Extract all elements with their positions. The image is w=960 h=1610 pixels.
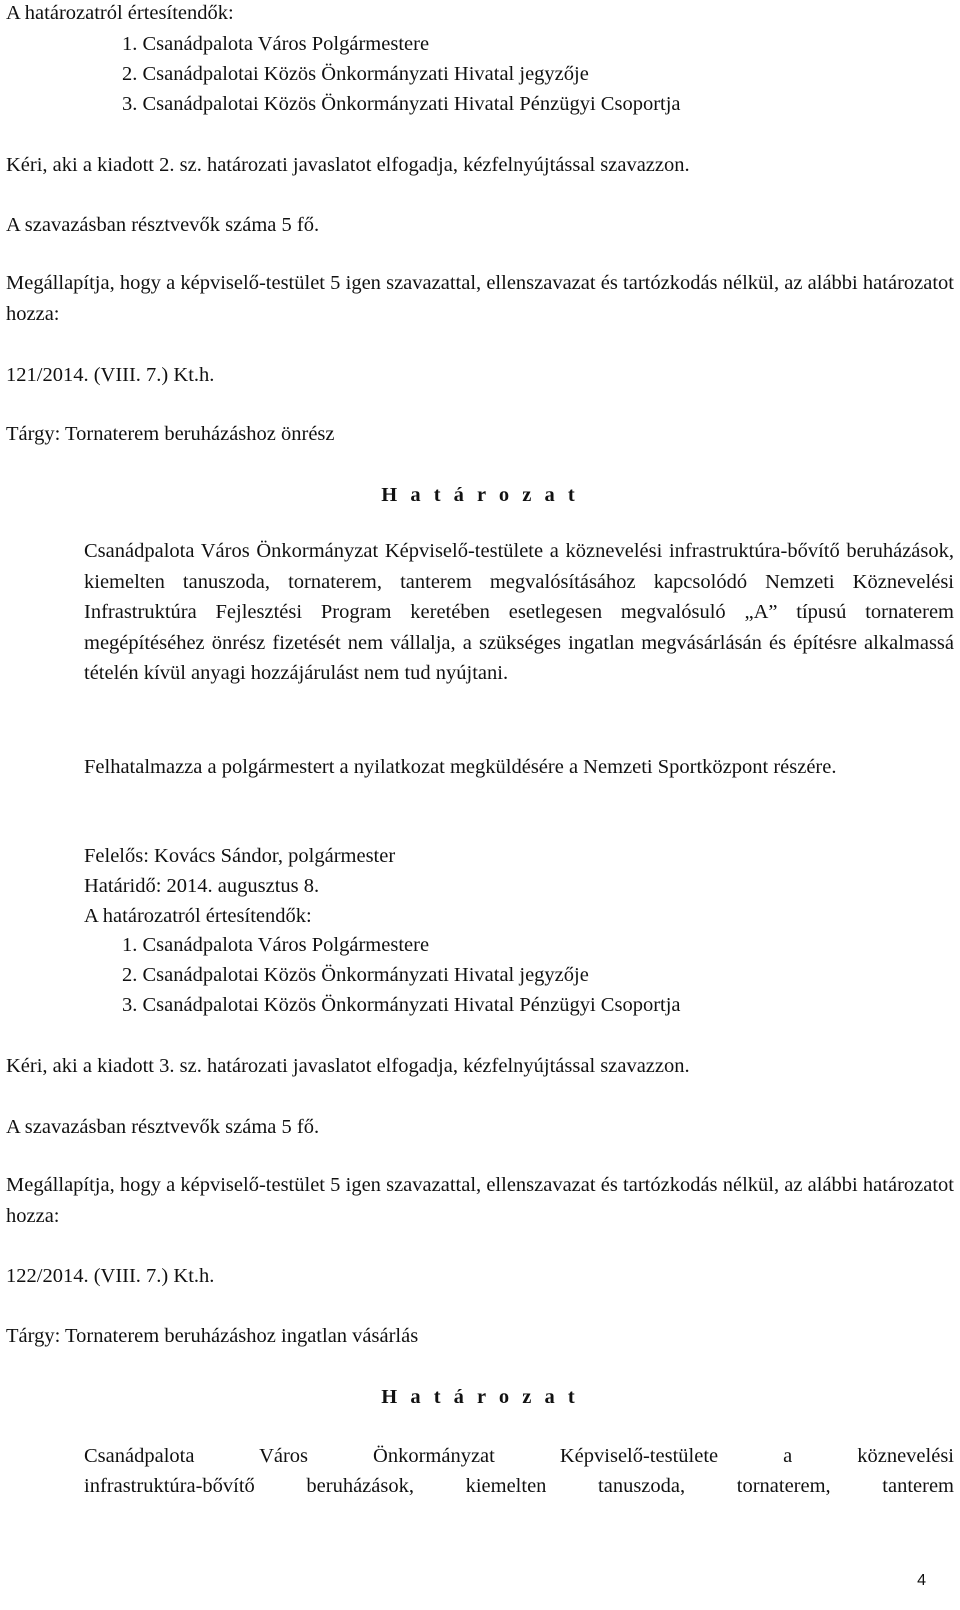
vote-finding: Megállapítja, hogy a képviselő-testület 5 igen szavazattal, ellenszavazat és tartózkodás nélkül, az alábbi határozatot hozza:	[6, 1174, 954, 1227]
notify-item-2: 2. Csanádpalotai Közös Önkormányzati Hivatal jegyzője	[122, 63, 589, 85]
vote-participants: A szavazásban résztvevők száma 5 fő.	[6, 214, 320, 236]
resolution-subject: Tárgy: Tornaterem beruházáshoz ingatlan vásárlás	[6, 1325, 419, 1347]
resolution-body-line-1: Csanádpalota Város Önkormányzat Képviselő-testülete a köznevelési	[84, 1445, 954, 1467]
resolution-authorization: Felhatalmazza a polgármestert a nyilatkozat megküldésére a Nemzeti Sportközpont részére.	[84, 756, 837, 778]
resolution-heading: H a t á r o z a t	[381, 1386, 579, 1408]
notify-item-1: 1. Csanádpalota Város Polgármestere	[122, 33, 430, 55]
resolution-responsible: Felelős: Kovács Sándor, polgármester	[84, 845, 396, 867]
vote-participants: A szavazásban résztvevők száma 5 fő.	[6, 1116, 320, 1138]
resolution-number: 121/2014. (VIII. 7.) Kt.h.	[6, 364, 215, 386]
notify-title: A határozatról értesítendők:	[6, 2, 234, 24]
notify-item-3: 3. Csanádpalotai Közös Önkormányzati Hivatal Pénzügyi Csoportja	[122, 93, 681, 115]
resolution-body: Csanádpalota Város Önkormányzat Képviselő-testülete a köznevelési infrastruktúra-bővítő beruházások, kiemelten tanuszoda, tornaterem, tanterem megvalósításához kapcsolódó Nemzeti Köznevelési Infrastruktúra Fejlesztési Program keretében esetlegesen megvalósuló „A” típusú tornaterem megépítéséhez önrész fizetését nem vállalja, a szükséges ingatlan megvásárlásán és építésre alkalmassá tételén kívül anyagi hozzájárulást nem tud nyújtani.	[84, 540, 954, 684]
notify-item-1: 1. Csanádpalota Város Polgármestere	[122, 934, 430, 956]
notify-item-2: 2. Csanádpalotai Közös Önkormányzati Hivatal jegyzője	[122, 964, 589, 986]
vote-finding: Megállapítja, hogy a képviselő-testület 5 igen szavazattal, ellenszavazat és tartózkodás nélkül, az alábbi határozatot hozza:	[6, 272, 954, 325]
vote-request: Kéri, aki a kiadott 2. sz. határozati javaslatot elfogadja, kézfelnyújtással szavazzon.	[6, 154, 690, 176]
page-number: 4	[917, 1572, 926, 1589]
resolution-number: 122/2014. (VIII. 7.) Kt.h.	[6, 1265, 215, 1287]
resolution-body-line-2: infrastruktúra-bővítő beruházások, kiemelten tanuszoda, tornaterem, tanterem	[84, 1475, 954, 1497]
notify-item-3: 3. Csanádpalotai Közös Önkormányzati Hivatal Pénzügyi Csoportja	[122, 994, 681, 1016]
notify-title: A határozatról értesítendők:	[84, 905, 312, 927]
resolution-heading: H a t á r o z a t	[381, 484, 579, 506]
resolution-subject: Tárgy: Tornaterem beruházáshoz önrész	[6, 423, 335, 445]
resolution-deadline: Határidő: 2014. augusztus 8.	[84, 875, 320, 897]
vote-request: Kéri, aki a kiadott 3. sz. határozati javaslatot elfogadja, kézfelnyújtással szavazzon.	[6, 1055, 690, 1077]
